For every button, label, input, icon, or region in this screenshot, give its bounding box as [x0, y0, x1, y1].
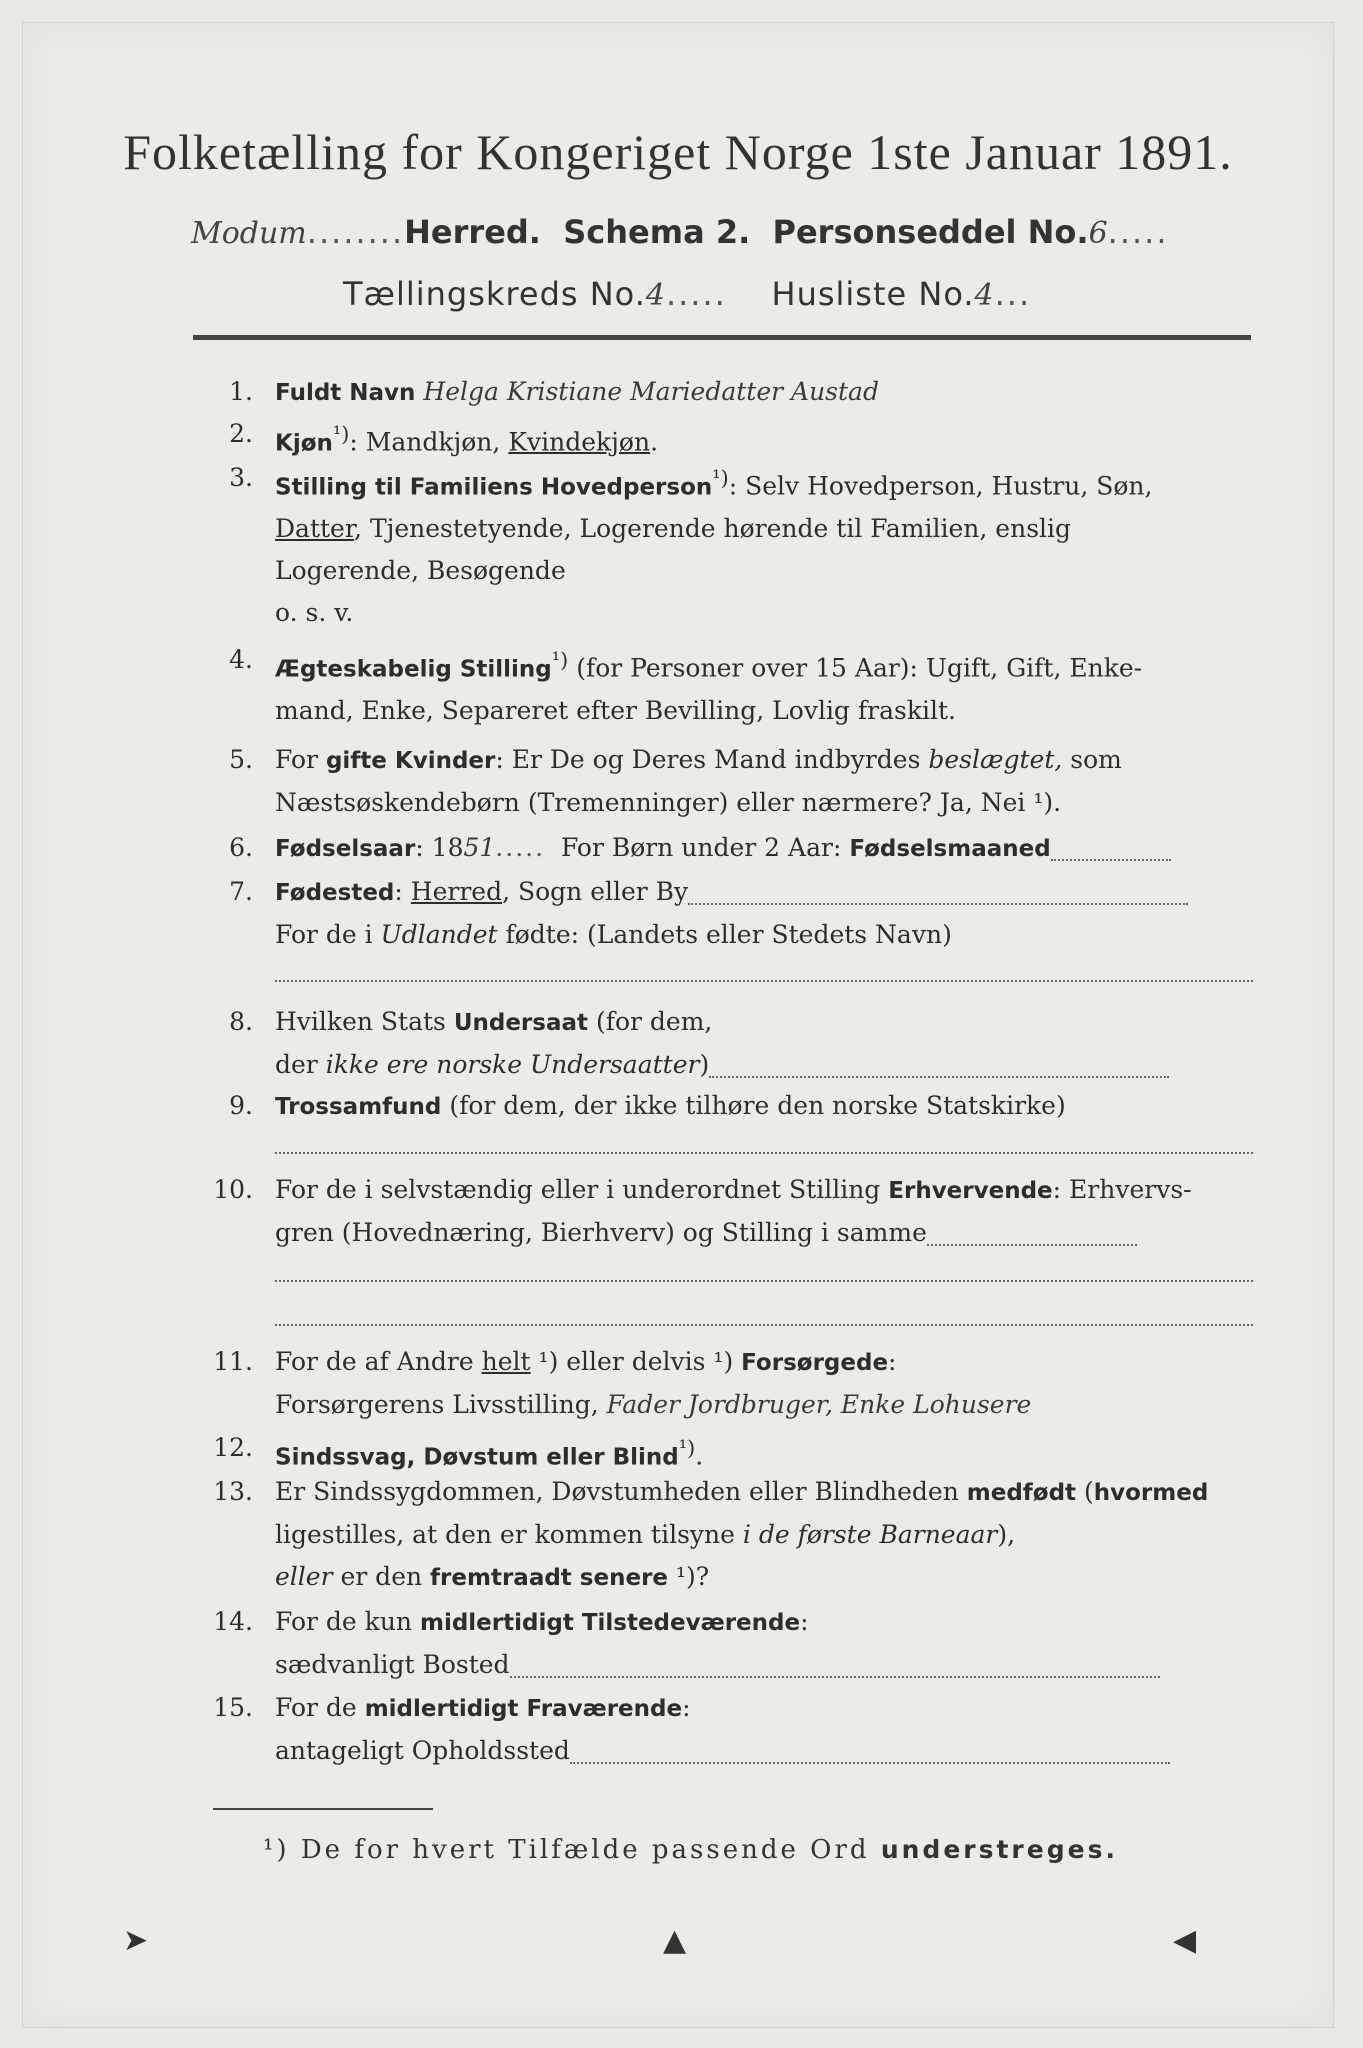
item-label: Fødested: [275, 880, 395, 906]
dotted-fill: [1051, 839, 1171, 861]
italic-text: beslægtet,: [928, 745, 1063, 774]
dotted-fill: [570, 1742, 1170, 1764]
item-rest: (: [1076, 1477, 1094, 1506]
handwritten-answer: Fader Jordbruger, Enke Lohusere: [606, 1390, 1032, 1419]
item-pre: For de kun: [275, 1607, 420, 1636]
dotted-fill: [927, 1224, 1137, 1246]
item-number: 2.: [229, 419, 253, 448]
item-line: ¹)?: [668, 1562, 710, 1591]
item-text: [275, 457, 1253, 634]
item-line: , Tjenestetyende, Logerende hørende til Familien, enslig: [354, 514, 1072, 544]
item-end: som: [1062, 745, 1122, 774]
item-number: 13.: [213, 1477, 253, 1506]
item-line: Forsørgerens Livsstilling: [275, 1390, 591, 1419]
item-rest: For Børn under 2 Aar:: [560, 833, 850, 862]
item-label: Fødselsaar: [275, 836, 416, 862]
italic-text: ikke ere norske Undersaatter: [325, 1050, 700, 1079]
taellingskreds-no: 4: [645, 278, 666, 313]
dotted-fill: [275, 1323, 1253, 1326]
item-pre: Hvilken Stats: [275, 1007, 454, 1036]
item-number: 9.: [229, 1091, 253, 1120]
dotted-fill: [688, 883, 1188, 905]
item-text: [275, 1471, 1253, 1599]
item-text: [275, 739, 1253, 824]
item-line: er den: [332, 1562, 431, 1591]
dotted-fill: [275, 1279, 1253, 1282]
item-label: hvormed: [1093, 1480, 1209, 1506]
item-number: 10.: [213, 1175, 253, 1204]
item-end: :: [800, 1607, 809, 1636]
item-text: [275, 1085, 1253, 1128]
item-line: Logerende, Besøgende: [275, 556, 566, 586]
item-number: 7.: [229, 877, 253, 906]
item-line: gren (Hovednæring, Bierhverv) og Stilling i samme: [275, 1218, 927, 1247]
italic-text: Udlandet: [380, 920, 498, 949]
underlined-option: Kvindekjøn: [508, 427, 651, 457]
footnote-rule: [213, 1808, 433, 1810]
footnote-bold: understreges.: [880, 1835, 1118, 1864]
item-pre: For: [275, 745, 326, 774]
handwritten-answer: Helga Kristiane Mariedatter Austad: [423, 377, 879, 406]
item-label: midlertidigt Tilstedeværende: [419, 1610, 801, 1636]
item-end: :: [888, 1347, 897, 1376]
item-label: Sindssvag, Døvstum eller Blind: [275, 1444, 679, 1471]
item-line: ),: [997, 1520, 1016, 1549]
item-label: midlertidigt Fraværende: [364, 1696, 683, 1722]
header-rule: [193, 335, 1251, 340]
handwritten-answer: 51: [463, 833, 496, 862]
item-line: antageligt Opholdssted: [275, 1736, 570, 1765]
item-number: 6.: [229, 833, 253, 862]
form-title: Folketælling for Kongeriget Norge 1ste Januar 1891.: [123, 124, 1233, 180]
item-label: Undersaat: [453, 1010, 588, 1036]
item-line: ): [699, 1050, 710, 1079]
footnote: [263, 1835, 1118, 1865]
item-number: 4.: [229, 645, 253, 674]
dots: ...: [994, 275, 1032, 313]
item-option: (for Personer over 15 Aar): Ugift, Gift, Enke-: [568, 653, 1143, 683]
item-pre: Er Sindssygdommen, Døvstumheden eller Blindheden: [275, 1477, 967, 1506]
footnote-ref: ¹): [712, 466, 729, 490]
footnote-ref: ¹): [678, 1436, 696, 1460]
dotted-fill: [275, 979, 1253, 982]
item-option: : Selv Hovedperson, Hustru, Søn,: [728, 471, 1153, 501]
italic-text: eller: [275, 1562, 333, 1591]
item-text: [275, 1001, 1253, 1086]
herred-label: Herred.: [404, 213, 541, 251]
item-rest: (for dem,: [588, 1007, 713, 1036]
item-end: :: [682, 1693, 691, 1722]
item-text: [275, 1169, 1253, 1254]
item-rest: , Sogn eller By: [502, 877, 689, 906]
item-line: For de i: [275, 920, 381, 949]
taellingskreds-label: Tællingskreds No.: [343, 275, 646, 313]
husliste-label: Husliste No.: [771, 275, 975, 313]
item-pre: For de: [275, 1693, 365, 1722]
item-number: 8.: [229, 1007, 253, 1036]
item-label: medfødt: [966, 1480, 1077, 1506]
dots: .....: [1107, 213, 1169, 251]
census-form: [22, 22, 1334, 2028]
footnote-ref: ¹): [332, 422, 350, 446]
dotted-fill: [275, 1151, 1253, 1154]
item-option: : Mandkjøn,: [349, 427, 509, 457]
item-line: fødte: (Landets eller Stedets Navn): [497, 920, 952, 949]
underlined-option: helt: [481, 1347, 531, 1376]
personseddel-no: 6: [1088, 216, 1108, 251]
item-text: [275, 639, 1253, 732]
item-label: Ægteskabelig Stilling: [275, 656, 552, 683]
dots: .....: [665, 275, 727, 313]
item-text: [275, 827, 1253, 870]
dotted-fill: [510, 1656, 1160, 1678]
item-line: der: [275, 1050, 326, 1079]
corner-mark-icon: ◀: [1173, 1923, 1197, 1958]
item-rest: (for dem, der ikke tilhøre den norske Statskirke): [441, 1091, 1066, 1120]
item-line: mand, Enke, Separeret efter Bevilling, Lovlig fraskilt.: [275, 696, 956, 726]
item-text: [275, 371, 1253, 414]
item-label: Stilling til Familiens Hovedperson: [275, 474, 713, 501]
husliste-no: 4: [974, 278, 995, 313]
dots: .....: [495, 833, 546, 862]
item-number: 1.: [229, 377, 253, 406]
underlined-option: Datter: [275, 514, 355, 544]
item-pre: For de af Andre: [275, 1347, 482, 1376]
item-label: Forsørgede: [741, 1350, 889, 1376]
item-label: Erhvervende: [888, 1178, 1053, 1204]
item-label: Kjøn: [275, 430, 333, 457]
italic-text: i de første Barneaar: [742, 1520, 998, 1549]
item-number: 15.: [213, 1693, 253, 1722]
item-number: 14.: [213, 1607, 253, 1636]
item-text: [275, 1687, 1253, 1772]
personseddel-label: Personseddel No.: [772, 213, 1089, 251]
item-option: : 18: [415, 833, 464, 862]
municipality-handwritten: Modum: [191, 216, 307, 251]
footnote-text: ¹) De for hvert Tilfælde passende Ord: [263, 1835, 881, 1865]
item-end: .: [650, 427, 659, 457]
dots: ........: [306, 213, 405, 251]
item-label: Trossamfund: [275, 1094, 442, 1120]
item-text: For de af Andre helt ¹) eller delvis ¹) Forsørgede: Forsørgerens Livsstilling, Fader Jordbruger, Enke Lohusere: [275, 1347, 1032, 1419]
item-text: [275, 1601, 1253, 1686]
item-label: Fuldt Navn: [275, 380, 416, 406]
dotted-fill: [709, 1056, 1169, 1078]
item-option: :: [394, 877, 411, 906]
footnote-ref: ¹): [551, 648, 569, 672]
item-line: ligestilles, at den er kommen tilsyne: [275, 1520, 743, 1549]
item-label: fremtraadt senere: [430, 1565, 669, 1591]
item-option: : Er De og Deres Mand indbyrdes: [495, 745, 929, 774]
item-label: gifte Kvinder: [325, 748, 496, 774]
item-line: sædvanligt Bosted: [275, 1650, 510, 1679]
schema-label: Schema 2.: [563, 213, 751, 251]
item-rest: ¹) eller delvis ¹): [530, 1347, 742, 1376]
center-mark-icon: ▲: [663, 1923, 687, 1958]
item-line: o. s. v.: [275, 598, 354, 628]
header-line-taellingskreds: [343, 275, 1243, 313]
item-end: .: [695, 1441, 704, 1471]
item-label: Fødselsmaaned: [849, 836, 1051, 862]
corner-mark-icon: ➤: [123, 1923, 149, 1958]
item-text: [275, 871, 1253, 956]
item-number: 3.: [229, 463, 253, 492]
item-number: 11.: [213, 1347, 253, 1376]
underlined-option: Herred: [410, 877, 503, 906]
header-line-herred: [191, 213, 1251, 251]
item-line: Næstsøskendebørn (Tremenninger) eller nærmere? Ja, Nei ¹).: [275, 788, 1062, 817]
item-rest: : Erhvervs-: [1052, 1175, 1192, 1204]
item-number: 5.: [229, 745, 253, 774]
item-number: 12.: [213, 1433, 253, 1462]
item-pre: For de i selvstændig eller i underordnet Stilling: [275, 1175, 889, 1204]
